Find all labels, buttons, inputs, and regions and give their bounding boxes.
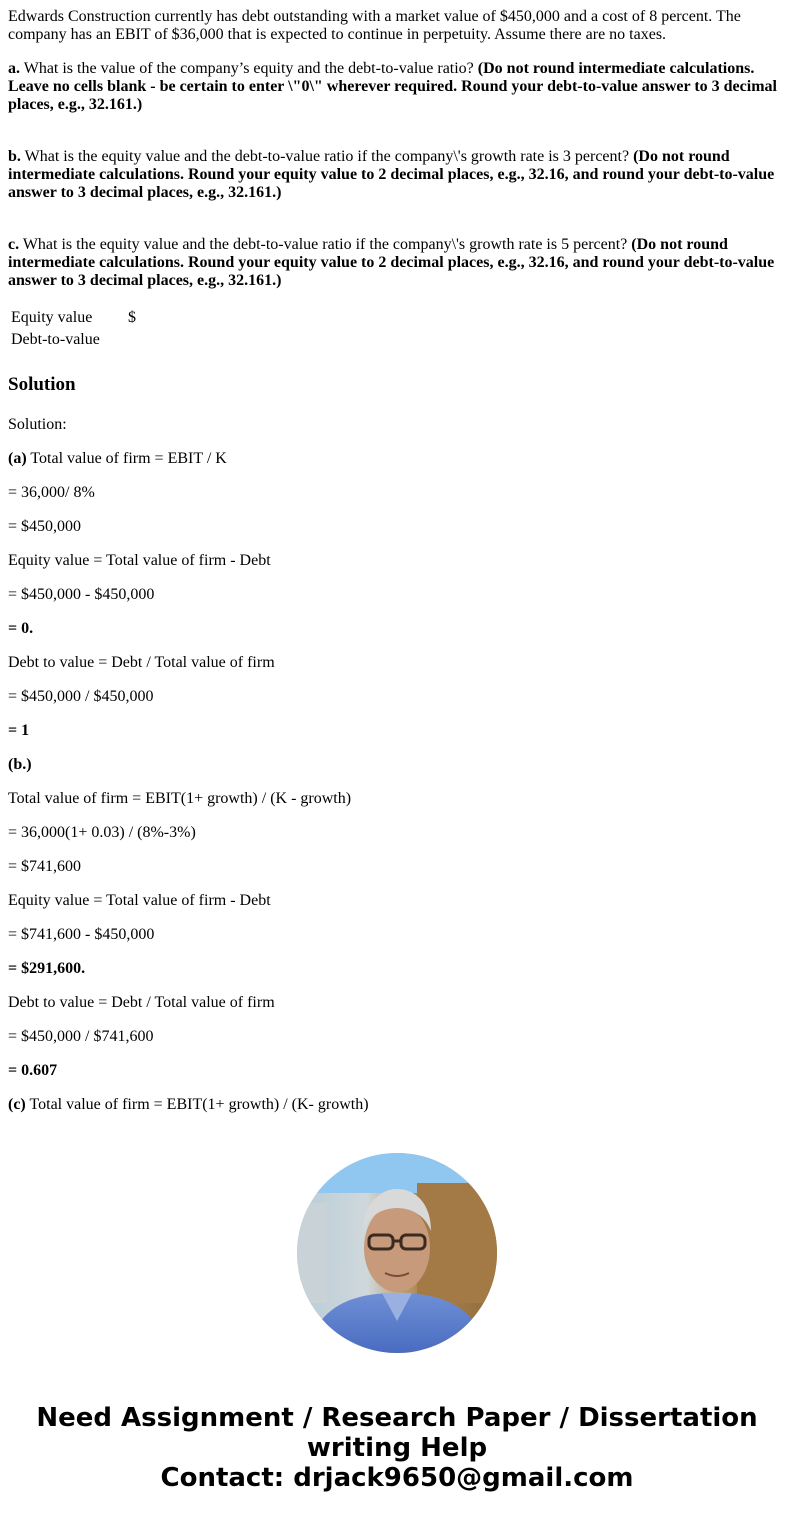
solution-line: = 36,000/ 8%	[8, 484, 95, 501]
answer-row-equity	[10, 308, 137, 328]
question-b-text: What is the equity value and the debt-to-value ratio if the company\'s growth rate is 3 percent?	[20, 148, 634, 165]
answer-label: Equity value	[11, 309, 93, 326]
question-a-text: What is the value of the company’s equity and the debt-to-value ratio?	[20, 60, 478, 77]
solution-line: Total value of firm = EBIT(1+ growth) / (K- growth)	[25, 1096, 369, 1113]
solution-line: = 36,000(1+ 0.03) / (8%-3%)	[8, 824, 196, 841]
answer-value: $	[128, 309, 136, 326]
solution-result	[8, 960, 786, 978]
solution-line: Debt to value = Debt / Total value of firm	[8, 994, 275, 1011]
author-portrait-image	[297, 1153, 497, 1353]
solution-a-title	[8, 450, 786, 468]
question-b-instructions: (Do not round intermediate calculations. Round your equity value to 2 decimal places, e.g., 32.16, and round your debt-to-value answer to 3 decimal places, e.g., 32.161.)	[8, 148, 775, 201]
solution-line: = $450,000 / $450,000	[8, 688, 154, 705]
solution-result	[8, 1062, 786, 1080]
solution-b-title	[8, 756, 786, 774]
solution-result	[8, 620, 786, 638]
question-a-label: a.	[8, 60, 20, 77]
promo-banner	[0, 1403, 794, 1493]
solution-line: = $450,000 - $450,000	[8, 586, 155, 603]
question-c	[8, 236, 786, 290]
solution-b-equity-result: = $291,600.	[8, 960, 86, 977]
solution-line: Equity value = Total value of firm - Debt	[8, 552, 271, 569]
promo-contact: Contact: drjack9650@gmail.com	[160, 1463, 634, 1493]
solution-line: = $450,000 / $741,600	[8, 1028, 154, 1045]
solution-c-label: (c)	[8, 1096, 26, 1113]
solution-line: = $741,600	[8, 858, 82, 875]
question-c-label: c.	[8, 236, 20, 253]
solution-line: Total value of firm = EBIT / K	[26, 450, 227, 467]
solution-a-equity-result: = 0.	[8, 620, 34, 637]
promo-line: Need Assignment / Research Paper / Dissertation	[36, 1403, 758, 1433]
question-a	[8, 60, 786, 114]
solution-line: = $741,600 - $450,000	[8, 926, 155, 943]
question-b-label: b.	[8, 148, 21, 165]
question-intro: Edwards Construction currently has debt outstanding with a market value of $450,000 and a cost of 8 percent. The company has an EBIT of $36,000 that is expected to continue in perpetuity. Assume there are no taxes.	[8, 8, 741, 43]
promo-line: writing Help	[306, 1433, 488, 1463]
answer-table	[8, 306, 139, 352]
solution-a-dv-result: = 1	[8, 722, 30, 739]
question-c-text: What is the equity value and the debt-to-value ratio if the company\'s growth rate is 5 percent?	[19, 236, 632, 253]
solution-intro: Solution:	[8, 416, 67, 433]
solution-line: Debt to value = Debt / Total value of firm	[8, 654, 275, 671]
solution-result	[8, 722, 786, 740]
answer-value	[127, 330, 137, 350]
solution-line: Total value of firm = EBIT(1+ growth) / (K - growth)	[8, 790, 352, 807]
question-b	[8, 148, 786, 202]
question-c-instructions: (Do not round intermediate calculations. Round your equity value to 2 decimal places, e.g., 32.16, and round your debt-to-value answer to 3 decimal places, e.g., 32.161.)	[8, 236, 775, 289]
author-avatar	[297, 1153, 497, 1353]
solution-line: Equity value = Total value of firm - Debt	[8, 892, 271, 909]
solution-line: = $450,000	[8, 518, 82, 535]
answer-row-debt-to-value	[10, 330, 137, 350]
solution-b-label: (b.)	[8, 756, 32, 773]
answer-label: Debt-to-value	[11, 331, 100, 348]
solution-a-label: (a)	[8, 450, 27, 467]
solution-c-title	[8, 1096, 786, 1114]
solution-heading: Solution	[8, 374, 76, 395]
question-a-instructions: (Do not round intermediate calculations. Leave no cells blank - be certain to enter \"0\" wherever required. Round your debt-to-value answer to 3 decimal places, e.g., 32.161.)	[8, 60, 777, 113]
solution-b-dv-result: = 0.607	[8, 1062, 58, 1079]
